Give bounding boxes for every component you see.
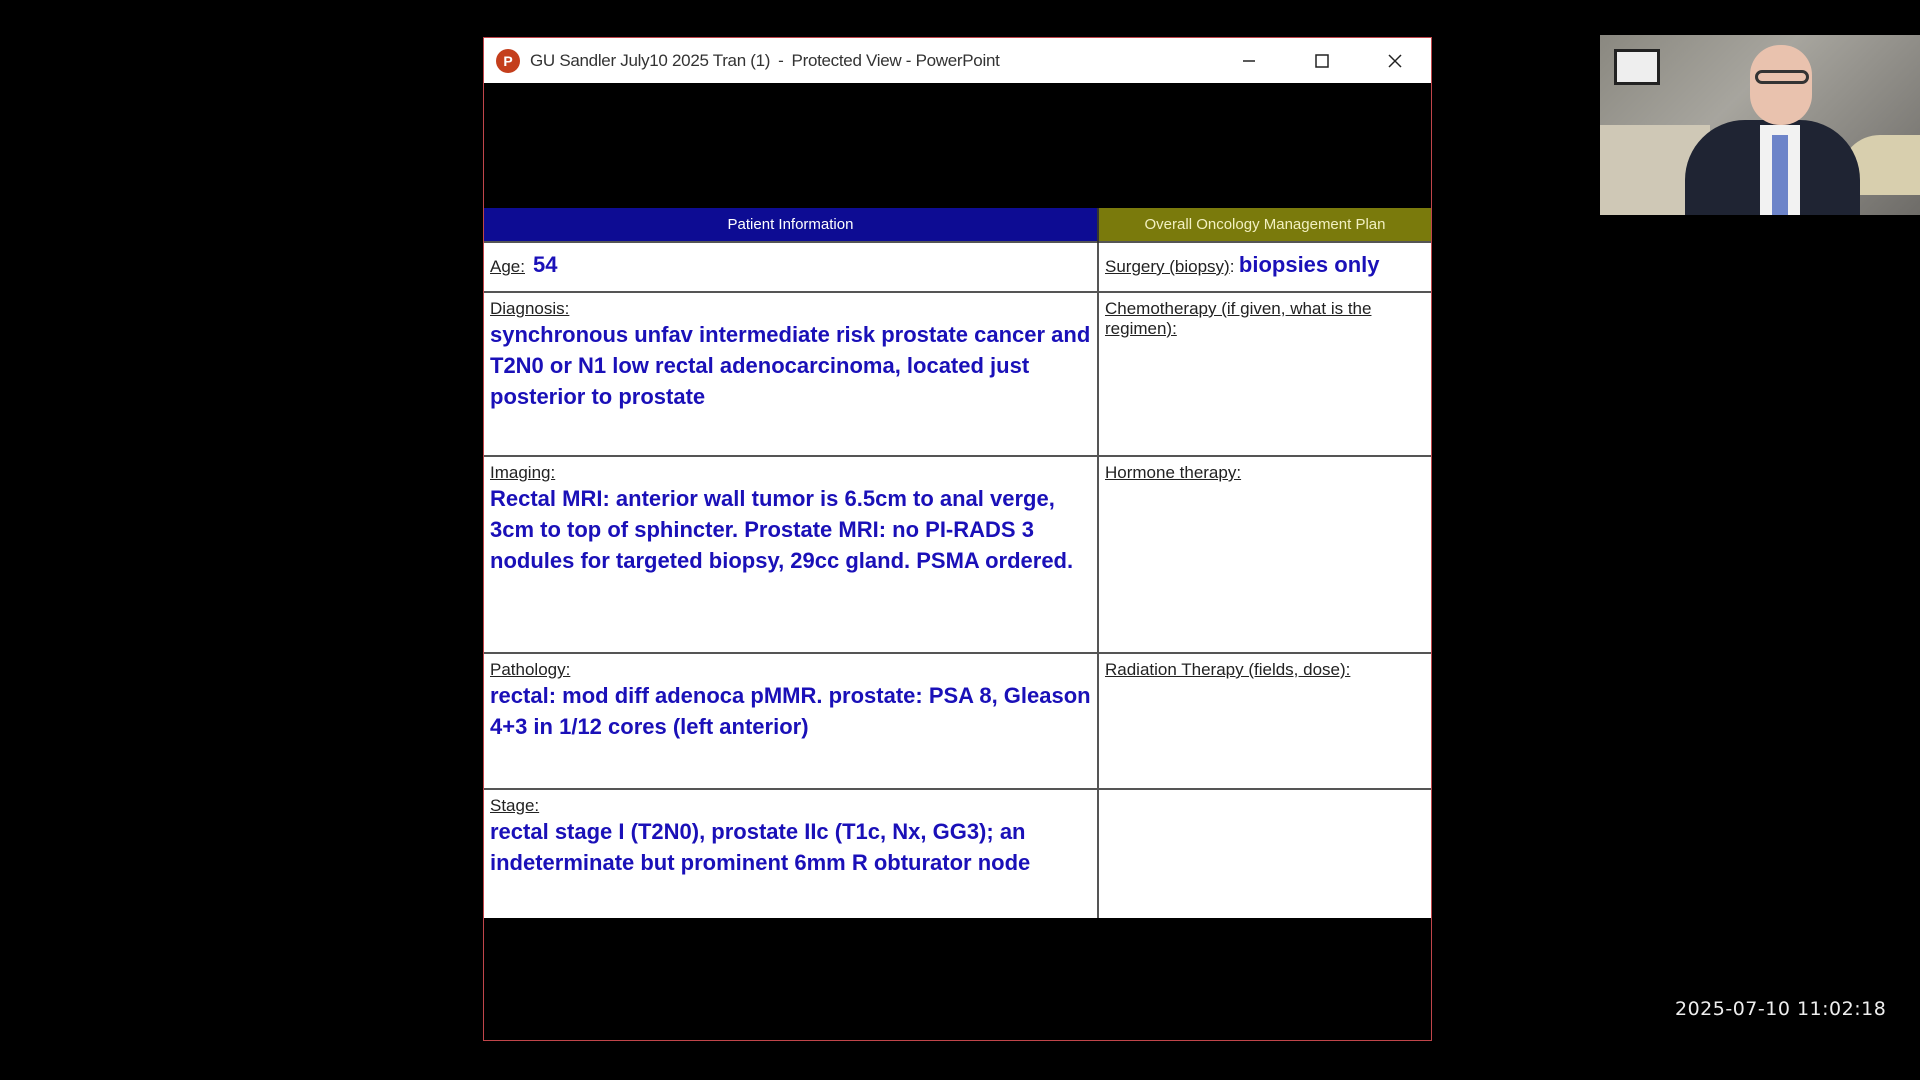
age-cell bbox=[484, 242, 1098, 292]
table-header-row bbox=[484, 208, 1431, 242]
title-bar[interactable] bbox=[484, 38, 1431, 83]
speaker-head-shape bbox=[1750, 45, 1812, 125]
close-icon bbox=[1387, 53, 1403, 69]
stage-cell bbox=[484, 789, 1098, 918]
pathology-cell bbox=[484, 653, 1098, 789]
patient-table bbox=[484, 208, 1431, 918]
radiation-therapy-cell bbox=[1098, 653, 1431, 789]
diagnosis-cell bbox=[484, 292, 1098, 456]
table-row bbox=[484, 653, 1431, 789]
maximize-icon bbox=[1314, 53, 1330, 69]
window-controls bbox=[1212, 38, 1431, 83]
header-patient-information: Patient Information bbox=[484, 208, 1098, 242]
pathology-value: rectal: mod diff adenoca pMMR. prostate: PSA 8, Gleason 4+3 in 1/12 cores (left anterior) bbox=[490, 683, 1091, 739]
diagnosis-value: synchronous unfav intermediate risk prostate cancer and T2N0 or N1 low rectal adenocarcinoma, located just posterior to prostate bbox=[490, 322, 1091, 409]
surgery-label-colon: : bbox=[1229, 257, 1235, 276]
surgery-cell bbox=[1098, 242, 1431, 292]
wall-frame-shape bbox=[1614, 49, 1660, 85]
surgery-value: biopsies only bbox=[1238, 252, 1380, 277]
maximize-button[interactable] bbox=[1285, 38, 1358, 83]
hormone-therapy-label: Hormone therapy: bbox=[1105, 463, 1242, 482]
chemotherapy-cell bbox=[1098, 292, 1431, 456]
powerpoint-app-icon: P bbox=[496, 49, 520, 73]
minimize-button[interactable] bbox=[1212, 38, 1285, 83]
radiation-therapy-label: Radiation Therapy (fields, dose): bbox=[1105, 660, 1351, 679]
slide-canvas bbox=[484, 83, 1431, 1040]
minimize-icon bbox=[1241, 53, 1257, 69]
chemotherapy-label: Chemotherapy (if given, what is the regimen): bbox=[1105, 299, 1372, 338]
powerpoint-window bbox=[483, 37, 1432, 1041]
title-mode: Protected View - PowerPoint bbox=[791, 50, 1000, 70]
close-button[interactable] bbox=[1358, 38, 1431, 83]
stage-label: Stage: bbox=[490, 796, 540, 815]
surgery-label: Surgery (biopsy) bbox=[1105, 257, 1230, 276]
imaging-label: Imaging: bbox=[490, 463, 556, 482]
imaging-value: Rectal MRI: anterior wall tumor is 6.5cm to anal verge, 3cm to top of sphincter. Prostate MRI: no PI-RADS 3 nodules for targeted biopsy, 29cc gland. PSMA ordered. bbox=[490, 486, 1074, 573]
glasses-shape bbox=[1755, 70, 1809, 84]
imaging-cell bbox=[484, 456, 1098, 653]
age-value: 54 bbox=[532, 252, 558, 277]
webcam-video-feed bbox=[1600, 35, 1920, 215]
tie-shape bbox=[1772, 135, 1788, 215]
title-separator: - bbox=[778, 50, 784, 70]
pathology-label: Pathology: bbox=[490, 660, 571, 679]
title-filename: GU Sandler July10 2025 Tran (1) bbox=[530, 50, 771, 70]
empty-plan-cell bbox=[1098, 789, 1431, 918]
recording-timestamp: 2025-07-10 11:02:18 bbox=[1675, 998, 1887, 1020]
table-row bbox=[484, 789, 1431, 918]
header-oncology-plan: Overall Oncology Management Plan bbox=[1098, 208, 1431, 242]
table-row bbox=[484, 292, 1431, 456]
age-label: Age: bbox=[490, 257, 525, 276]
window-title bbox=[530, 51, 1000, 71]
table-row bbox=[484, 242, 1431, 292]
hormone-therapy-cell bbox=[1098, 456, 1431, 653]
diagnosis-label: Diagnosis: bbox=[490, 299, 570, 318]
table-row bbox=[484, 456, 1431, 653]
stage-value: rectal stage I (T2N0), prostate IIc (T1c, Nx, GG3); an indeterminate but prominent 6mm R obturator node bbox=[490, 819, 1031, 875]
